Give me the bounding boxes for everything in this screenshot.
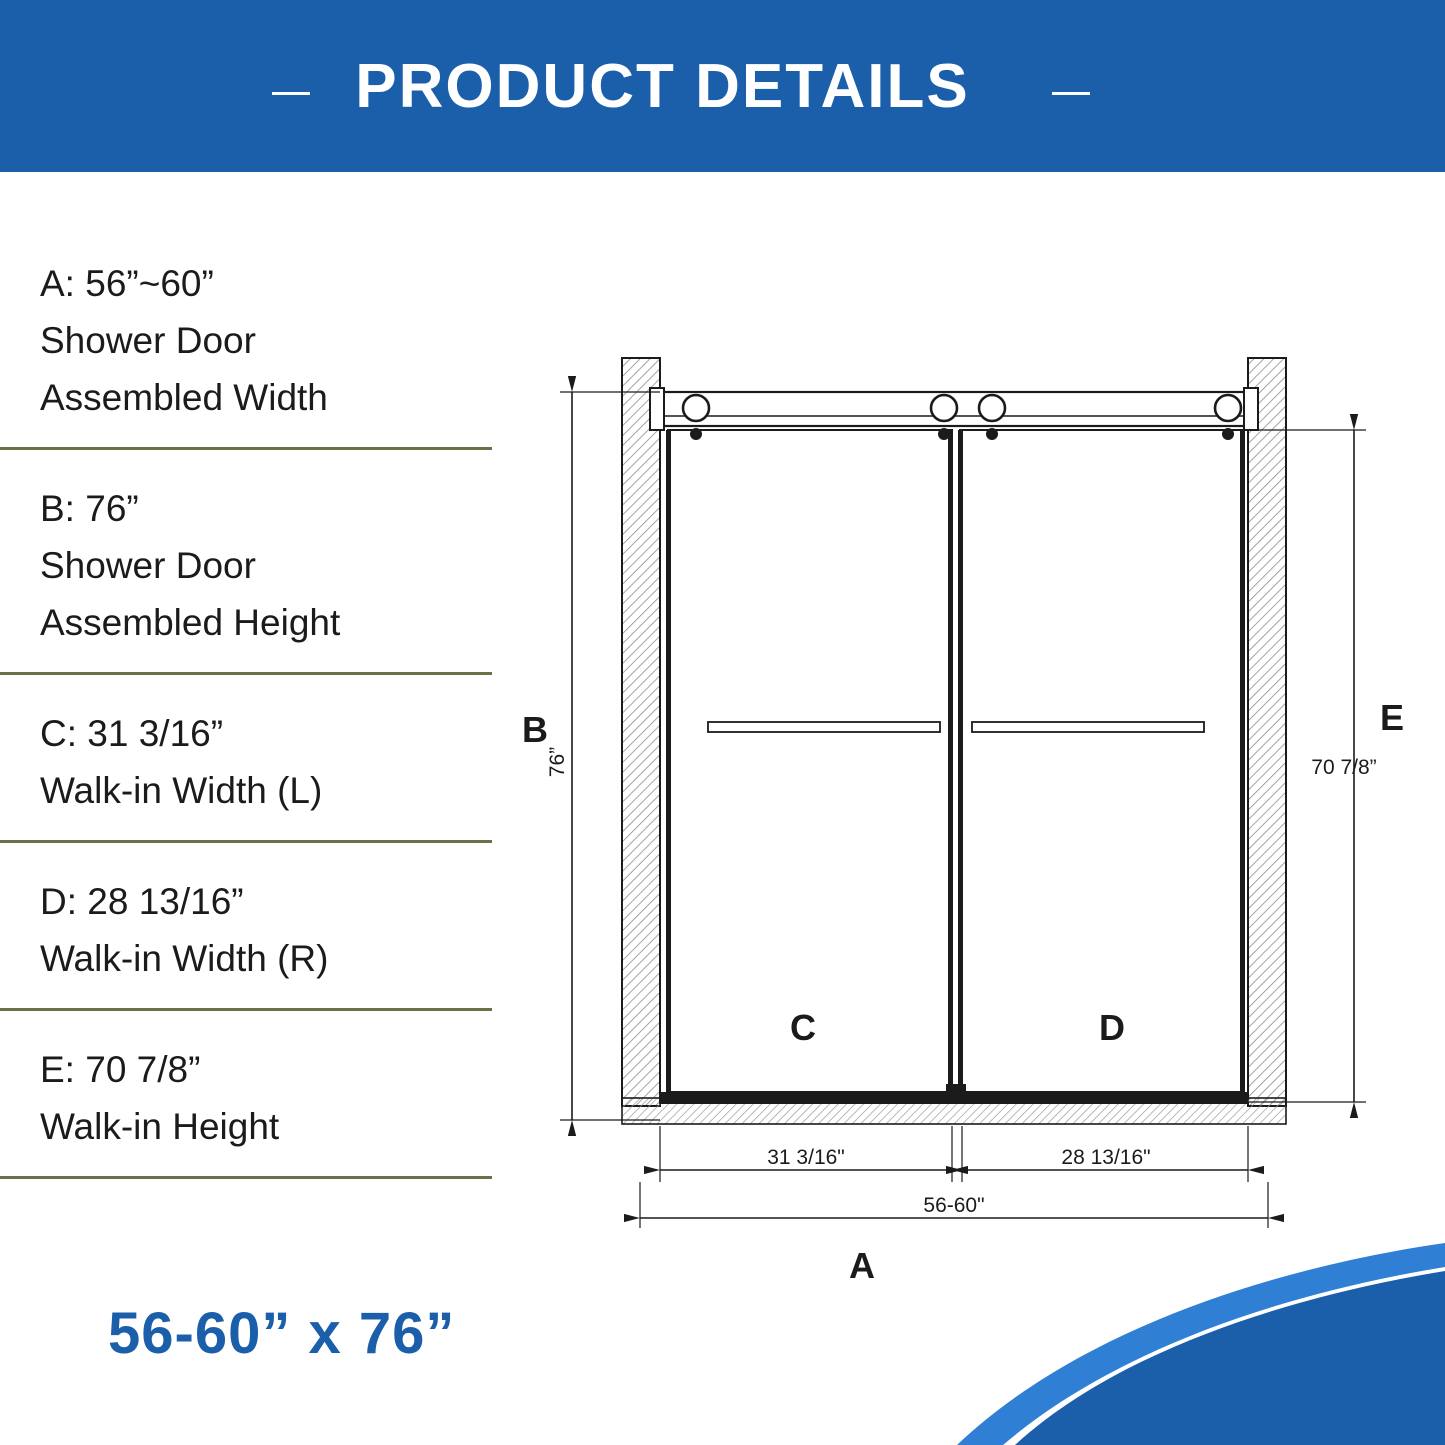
spec-e-line-2: Walk-in Height <box>40 1106 280 1147</box>
left-wall <box>622 358 660 1106</box>
page-header <box>0 0 1445 172</box>
right-wall <box>1248 358 1286 1106</box>
header-rule-right <box>1052 92 1090 95</box>
spec-item-b <box>0 480 492 651</box>
spec-a-line-2: Shower Door <box>40 320 256 361</box>
dimension-right-height-text: 70 7/8” <box>1311 756 1377 779</box>
page-title: PRODUCT DETAILS <box>355 51 970 121</box>
label-A: A <box>849 1245 875 1286</box>
dimension-left-panel-width-text: 31 3/16" <box>767 1146 845 1169</box>
spec-a-line-1: A: 56”~60” <box>40 263 214 304</box>
glass-panel-right <box>958 430 1245 1092</box>
shower-door-technical-drawing <box>500 330 1440 1290</box>
spec-d-line-1: D: 28 13/16” <box>40 881 244 922</box>
handle-right <box>972 722 1204 732</box>
bottom-guide <box>946 1084 966 1098</box>
spec-divider-1 <box>0 447 492 450</box>
spec-b-line-2: Shower Door <box>40 545 256 586</box>
dimension-overall-width <box>640 1182 1268 1228</box>
spec-list <box>0 255 492 1179</box>
spec-c-line-2: Walk-in Width (L) <box>40 770 323 811</box>
spec-divider-3 <box>0 840 492 843</box>
label-B: B <box>522 709 548 750</box>
spec-item-d <box>0 873 492 987</box>
dimension-overall-width-text: 56-60" <box>923 1194 985 1217</box>
spec-divider-4 <box>0 1008 492 1011</box>
spec-b-line-1: B: 76” <box>40 488 139 529</box>
spec-c-line-1: C: 31 3/16” <box>40 713 224 754</box>
dimension-right-panel-width <box>962 1126 1248 1182</box>
spec-e-line-1: E: 70 7/8” <box>40 1049 201 1090</box>
spec-divider-2 <box>0 672 492 675</box>
spec-d-line-2: Walk-in Width (R) <box>40 938 329 979</box>
dimension-left-height-text: 76” <box>546 746 569 778</box>
glass-panel-left <box>666 430 953 1092</box>
handle-left <box>708 722 940 732</box>
label-E: E <box>1380 697 1405 738</box>
spec-b-line-3: Assembled Height <box>40 602 341 643</box>
label-C: C <box>790 1007 816 1048</box>
spec-a-line-3: Assembled Width <box>40 377 328 418</box>
dimension-left-panel-width <box>660 1126 952 1182</box>
label-D: D <box>1099 1007 1125 1048</box>
spec-item-e <box>0 1041 492 1155</box>
spec-item-c <box>0 705 492 819</box>
product-size-title: 56-60” x 76” <box>108 1301 456 1366</box>
spec-divider-5 <box>0 1176 492 1179</box>
spec-item-a <box>0 255 492 426</box>
dimension-right-panel-width-text: 28 13/16" <box>1061 1146 1151 1169</box>
